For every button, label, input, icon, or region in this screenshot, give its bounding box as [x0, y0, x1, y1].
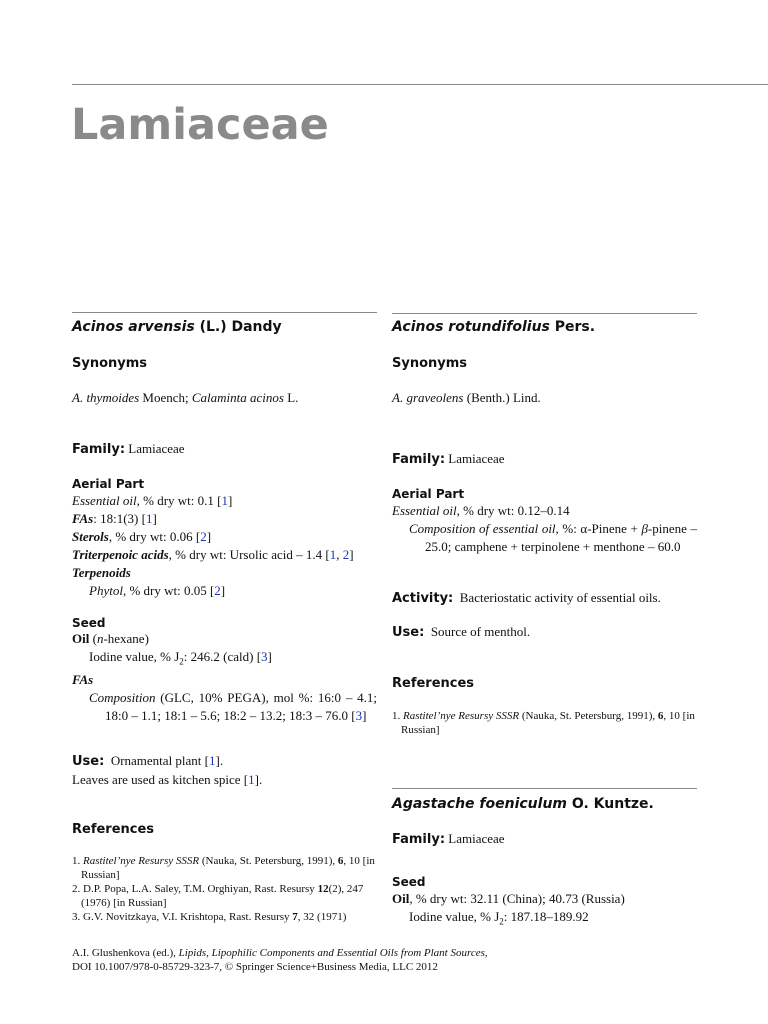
activity-line: Activity: Bacteriostatic activity of essential oils. [392, 590, 661, 606]
footer-doi: DOI 10.1007/978-0-85729-323-7, © Springer Science+Business Media, LLC 2012 [72, 961, 438, 973]
citation-link[interactable]: 1 [248, 772, 255, 787]
citation-link[interactable]: 1 [329, 547, 337, 562]
seed-heading: Seed [72, 616, 106, 630]
citation-link[interactable]: 1 [209, 753, 216, 768]
seed-data [392, 890, 697, 931]
seed-heading: Seed [392, 875, 426, 889]
column-rule-2 [392, 788, 697, 789]
synonyms-text: A. graveolens (Benth.) Lind. [392, 390, 541, 405]
page-footer [72, 946, 692, 974]
left-column [72, 312, 377, 923]
citation-link[interactable]: 2 [342, 547, 350, 562]
phytol-line: Phytol, % dry wt: 0.05 [2] [89, 583, 226, 598]
chapter-title: Lamiaceae [71, 100, 329, 150]
column-rule [392, 313, 697, 314]
reference-item: 3. G.V. Novitzkaya, V.I. Krishtopa, Rast. Resursy 7, 32 (1971) [72, 911, 347, 923]
composition-line: Composition of essential oil, %: α-Pinene + β-pinene – 25.0; camphene + terpinolene + menthone – 60.0 [409, 521, 697, 554]
aerial-part-heading: Aerial Part [392, 487, 465, 501]
terpenoids-heading: Terpenoids [72, 565, 131, 580]
references-heading: References [392, 676, 475, 691]
citation-link[interactable]: 2 [200, 529, 207, 544]
essential-oil-line: Essential oil, % dry wt: 0.12–0.14 [392, 503, 570, 518]
iodine-line: Iodine value, % $J_2$: 187.18–189.92 [409, 909, 589, 927]
sterols-line: Sterols, % dry wt: 0.06 [2] [72, 529, 212, 544]
synonyms-heading: Synonyms [72, 356, 148, 371]
reference-item: 1. Rastitel’nye Resursy SSSR (Nauka, St. Petersburg, 1991), 6, 10 [in Russian] [72, 855, 375, 881]
synonyms-text: A. thymoides Moench; Calaminta acinos L. [72, 390, 299, 405]
family-line: Family: Lamiaceae [72, 441, 185, 457]
citation-link[interactable]: 2 [214, 583, 221, 598]
references-list [72, 854, 377, 924]
synonyms-heading: Synonyms [392, 356, 468, 371]
column-rule [72, 312, 377, 313]
aerial-part-data [72, 492, 377, 600]
right-column [392, 312, 697, 927]
iodine-line: Iodine value, % $J_2$: 246.2 (cald) [3] [89, 649, 272, 667]
triterpenoic-line: Triterpenoic acids, % dry wt: Ursolic acid – 1.4 [1, 2] [72, 547, 354, 562]
use-line: Use: Source of menthol. [392, 624, 531, 640]
use-section [72, 752, 377, 789]
species-title-2: Agastache foeniculum O. Kuntze. [392, 796, 654, 812]
citation-link[interactable]: 3 [355, 707, 363, 723]
family-line-2: Family: Lamiaceae [392, 831, 505, 847]
essential-oil-line: Essential oil, % dry wt: 0.1 [1] [72, 493, 233, 508]
use-line-2: Leaves are used as kitchen spice [1]. [72, 772, 263, 787]
use-line: Use: Ornamental plant [1]. [72, 753, 224, 769]
citation-link[interactable]: 3 [261, 649, 268, 664]
seed-fas-heading: FAs [72, 671, 94, 687]
fas-line: FAs: 18:1(3) [1] [72, 511, 157, 526]
seed-data [72, 630, 377, 725]
family-line: Family: Lamiaceae [392, 451, 505, 467]
oil-line: Oil (n-hexane) [72, 631, 149, 646]
citation-link[interactable]: 1 [221, 493, 228, 508]
references-heading: References [72, 822, 155, 837]
top-rule [72, 84, 768, 85]
reference-item: 1. Rastitel’nye Resursy SSSR (Nauka, St. Petersburg, 1991), 6, 10 [in Russian] [392, 710, 695, 736]
species-title: Acinos rotundifolius Pers. [392, 319, 596, 335]
aerial-part-heading: Aerial Part [72, 477, 145, 491]
reference-item: 2. D.P. Popa, L.A. Saley, T.M. Orghiyan, Rast. Resursy 12(2), 247 (1976) [in Russian] [72, 883, 364, 909]
citation-link[interactable]: 1 [145, 511, 153, 526]
references-list [392, 709, 697, 737]
species-title: Acinos arvensis (L.) Dandy [72, 319, 282, 335]
footer-citation: A.I. Glushenkova (ed.), Lipids, Lipophilic Components and Essential Oils from Plant Sources, [72, 947, 488, 959]
aerial-part-data [392, 502, 697, 556]
composition-line: Composition (GLC, 10% PEGA), mol %: 16:0 – 4.1; 18:0 – 1.1; 18:1 – 5.6; 18:2 – 13.2; 18:3 – 76.0 [3] [89, 689, 377, 723]
oil-line: Oil, % dry wt: 32.11 (China); 40.73 (Russia) [392, 891, 625, 906]
